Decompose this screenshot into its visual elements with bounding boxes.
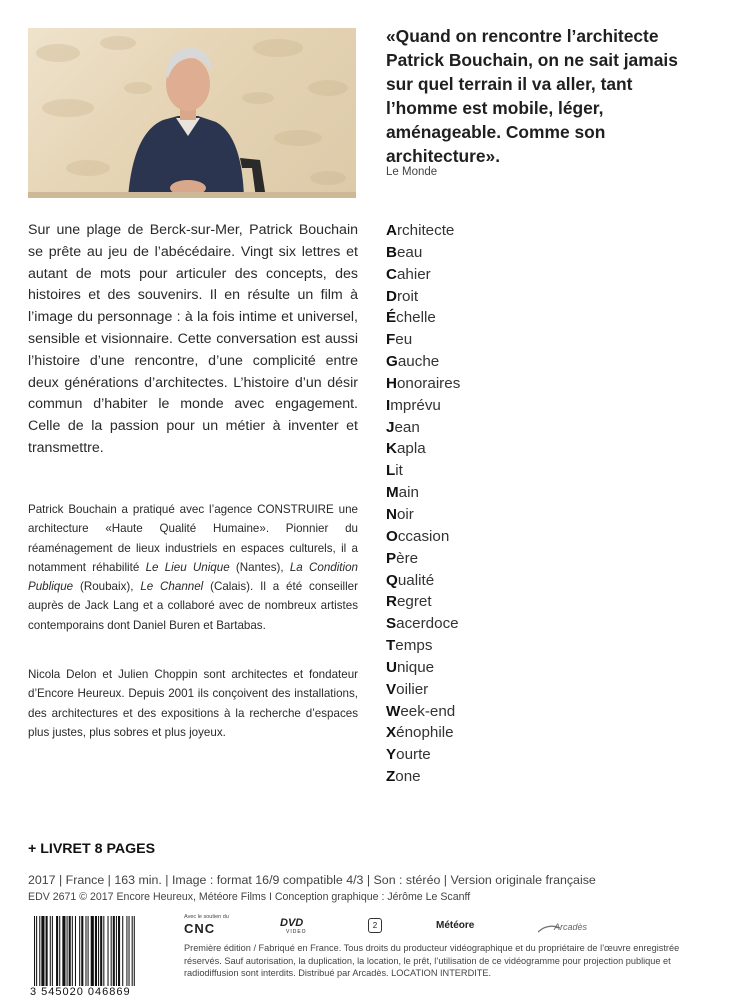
credits-paragraph: Nicola Delon et Julien Choppin sont architectes et fondateur d’Encore Heureux. Depuis 2001 ils conçoivent des installations, des architectures et des expositions à la recherche d’espaces plus justes, plus sobres et plus joyeux.: [28, 668, 358, 739]
barcode-bar: [67, 916, 68, 986]
barcode-bar: [122, 916, 123, 986]
abecedaire-initial: A: [386, 222, 397, 239]
abecedaire-item: [386, 744, 460, 766]
barcode-bar: [36, 916, 37, 986]
abecedaire-item: [386, 701, 460, 723]
cnc-caption: Avec le soutien du: [184, 914, 229, 920]
dvd-video-caption: VIDEO: [286, 929, 307, 935]
bio-paragraph: [28, 500, 358, 635]
barcode-bar: [69, 916, 71, 986]
bio-text: Patrick Bouchain a pratiqué avec l’agence CONSTRUIRE une architecture «Haute Qualité Humaine». Pionnier du réaménagement de lieux industriels en espaces culturels, il a notamment réhabilité: [28, 503, 358, 574]
synopsis-paragraph: Sur une plage de Berck-sur-Mer, Patrick Bouchain se prête au jeu de l’abécédaire. Vingt six lettres et autant de mots pour articuler des concepts, des histoires et des souvenirs. Il en résulte un film à l’image du personnage : à la fois intime et universel, sensible et visionnaire. Cette conversation est aussi l’histoire d’une rencontre, d’une complicité entre deux générations d’architectes. L’histoire d’un désir commun d’habiter le monde avec engagement. Celle de la passion pour un métier à inventer et transmettre.: [28, 222, 358, 456]
barcode-bar: [95, 916, 97, 986]
abecedaire-initial: O: [386, 527, 398, 545]
abecedaire-word: oir: [396, 505, 414, 523]
abecedaire-word: emps: [395, 637, 433, 655]
barcode-bar: [56, 916, 58, 986]
abecedaire-word: ualité: [397, 571, 435, 589]
legal-notice: Première édition / Fabriqué en France. Tous droits du producteur vidéographique et du propriétaire de l’œuvre enregistrée réservés. Sauf autorisation, la duplication, la location, le prêt, l’utilisation de ce vidéogramme pour projection publique et radiodiffusion sont interdits. Distribué par Arcadès. LOCATION INTERDITE.: [184, 943, 680, 979]
barcode-bar: [50, 916, 51, 986]
abecedaire-item: [386, 351, 460, 373]
abecedaire-word: mprévu: [390, 396, 441, 414]
abecedaire-initial: F: [386, 331, 396, 349]
abecedaire-word: acerdoce: [396, 615, 459, 633]
abecedaire-word: egret: [396, 593, 432, 611]
portrait-illustration: [28, 28, 356, 198]
abecedaire-item: [386, 570, 460, 592]
abecedaire-word: eau: [396, 243, 423, 261]
bio-text: (Roubaix),: [73, 580, 141, 594]
abecedaire-initial: G: [386, 353, 398, 371]
abecedaire-item: [386, 438, 460, 460]
barcode-bar: [46, 916, 48, 986]
abecedaire-item: [386, 417, 460, 439]
abecedaire-initial: U: [386, 658, 397, 676]
abecedaire-word: auche: [397, 353, 440, 371]
abecedaire-initial: Y: [386, 746, 397, 764]
barcode-number: 3 545020 046869: [30, 986, 131, 998]
barcode-bar: [98, 916, 99, 986]
copyright-line: EDV 2671 © 2017 Encore Heureux, Météore Films I Conception graphique : Jérôme Le Scanff: [28, 891, 471, 903]
barcode-bar: [72, 916, 73, 986]
abecedaire-word: nique: [396, 658, 435, 676]
abecedaire-word: ccasion: [397, 527, 450, 545]
abecedaire-word: ain: [398, 484, 419, 502]
barcode-bar: [129, 916, 130, 986]
barcode-bar: [81, 916, 83, 986]
place-name: La Condition Publique: [28, 560, 358, 594]
bio-text: (Nantes),: [229, 560, 290, 574]
technical-specs: 2017 | France | 163 min. | Image : format 16/9 compatible 4/3 | Son : stéréo | Version originale française: [28, 873, 596, 887]
abecedaire-word: it: [395, 462, 403, 480]
barcode-bar: [118, 916, 120, 986]
abecedaire-word: oilier: [396, 680, 429, 698]
barcode-bar: [134, 916, 135, 986]
abecedaire-item: [386, 482, 460, 504]
place-name: Le Lieu Unique: [145, 560, 230, 574]
barcode-bar: [41, 916, 44, 986]
abecedaire-initial: P: [386, 549, 397, 567]
barcode-bar: [111, 916, 112, 986]
abecedaire-item: [386, 220, 460, 242]
abecedaire-word: ère: [396, 549, 419, 567]
abecedaire-initial: D: [386, 287, 397, 305]
livret-label: + LIVRET 8 PAGES: [28, 841, 156, 857]
bio-text: (Calais). Il a été conseiller auprès de Jack Lang et a collaboré avec de nombreux artistes contemporains dont Daniel Buren et Bartabas.: [28, 580, 358, 632]
barcode-bar: [126, 916, 127, 986]
abecedaire-initial: N: [386, 505, 397, 523]
abecedaire-item: [386, 307, 460, 329]
barcode-bar: [39, 916, 40, 986]
abecedaire-item: [386, 286, 460, 308]
abecedaire-word: onoraires: [396, 374, 461, 392]
abecedaire-item: [386, 591, 460, 613]
quote-source: Le Monde: [386, 166, 438, 178]
place-name: Le Channel: [140, 580, 204, 594]
abecedaire-initial: Q: [386, 571, 398, 589]
abecedaire-word: énophile: [396, 724, 454, 742]
abecedaire-initial: R: [386, 593, 397, 611]
abecedaire-word: ourte: [396, 746, 431, 764]
abecedaire-word: one: [395, 768, 421, 786]
dvd-video-logo: DVD: [280, 917, 304, 929]
abecedaire-initial: B: [386, 243, 397, 261]
barcode-bar: [113, 916, 115, 986]
abecedaire-item: [386, 460, 460, 482]
abecedaire-word: eu: [395, 331, 413, 349]
abecedaire-item: [386, 526, 460, 548]
abecedaire-item: [386, 635, 460, 657]
abecedaire-initial: K: [386, 440, 397, 458]
barcode-bar: [116, 916, 117, 986]
abecedaire-initial: Z: [386, 768, 396, 786]
abecedaire-word: chelle: [396, 309, 436, 327]
abecedaire-word: eek-end: [400, 702, 456, 720]
abecedaire-initial: I: [386, 396, 391, 414]
barcode-bar: [103, 916, 104, 986]
abecedaire-item: [386, 679, 460, 701]
meteore-logo: Météore: [436, 920, 475, 931]
abecedaire-initial: É: [386, 309, 397, 327]
barcode-bar: [132, 916, 133, 986]
abecedaire-item: [386, 373, 460, 395]
abecedaire-item: [386, 766, 460, 788]
abecedaire-initial: V: [386, 680, 397, 698]
abecedaire-item: [386, 395, 460, 417]
barcode: [34, 916, 156, 986]
abecedaire-initial: C: [386, 265, 397, 283]
barcode-bar: [88, 916, 89, 986]
abecedaire-word: roit: [396, 287, 419, 305]
abecedaire-word: rchitecte: [396, 222, 455, 239]
cnc-logo: CNC: [184, 921, 216, 936]
abecedaire-initial: J: [386, 418, 395, 436]
abecedaire-word: ean: [394, 418, 420, 436]
abecedaire-word: apla: [396, 440, 426, 458]
abecedaire-list: [386, 220, 460, 788]
barcode-bar: [59, 916, 60, 986]
abecedaire-initial: L: [386, 462, 396, 480]
abecedaire-initial: X: [386, 724, 397, 742]
barcode-bar: [34, 916, 35, 986]
abecedaire-item: [386, 722, 460, 744]
abecedaire-initial: W: [386, 702, 401, 720]
abecedaire-item: [386, 657, 460, 679]
abecedaire-item: [386, 242, 460, 264]
abecedaire-initial: S: [386, 615, 397, 633]
abecedaire-initial: T: [386, 637, 396, 655]
portrait-photo: [28, 28, 356, 198]
abecedaire-item: [386, 548, 460, 570]
abecedaire-word: ahier: [396, 265, 431, 283]
arcades-logo: Arcadès: [554, 922, 588, 932]
abecedaire-item: [386, 329, 460, 351]
abecedaire-initial: M: [386, 484, 399, 502]
barcode-bar: [79, 916, 80, 986]
abecedaire-item: [386, 504, 460, 526]
region-zone-icon: 2: [368, 918, 382, 933]
barcode-bar: [108, 916, 109, 986]
abecedaire-item: [386, 264, 460, 286]
barcode-bar: [62, 916, 65, 986]
barcode-bar: [91, 916, 94, 986]
barcode-bar: [85, 916, 86, 986]
barcode-bar: [100, 916, 102, 986]
barcode-bar: [75, 916, 76, 986]
abecedaire-initial: H: [386, 374, 397, 392]
abecedaire-item: [386, 613, 460, 635]
barcode-bar: [52, 916, 53, 986]
press-quote: «Quand on rencontre l’architecte Patrick Bouchain, on ne sait jamais sur quel terrain il va aller, tant l’homme est mobile, léger, aménageable. Comme son architecture».: [386, 26, 678, 166]
